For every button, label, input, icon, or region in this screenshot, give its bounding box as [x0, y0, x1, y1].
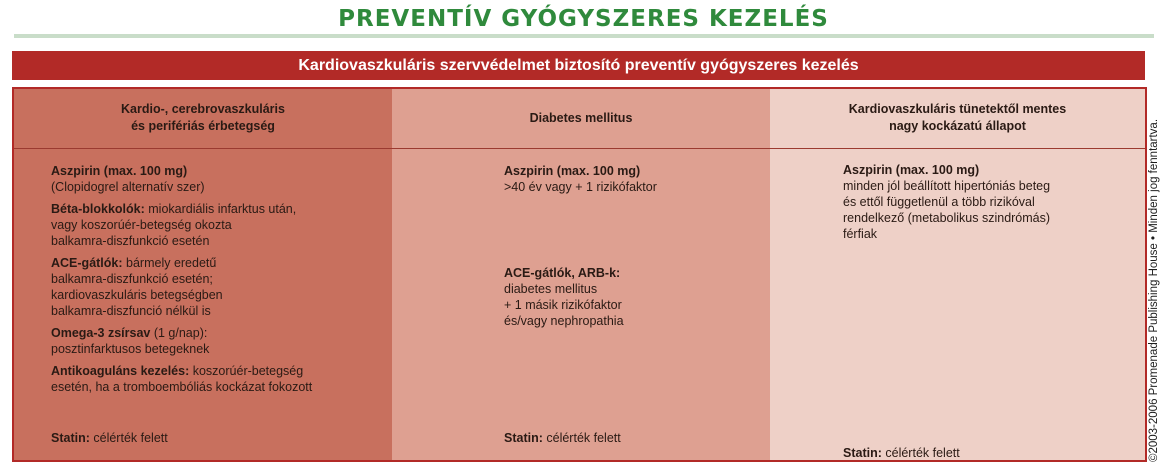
entry-label: ACE-gátlók, ARB-k: [504, 266, 621, 280]
entry-beta-blokkolok [51, 201, 312, 249]
entry-aszpirin [843, 162, 1050, 242]
statin-text: célérték felett [93, 431, 168, 445]
title-divider [14, 34, 1154, 38]
heading-divider [392, 148, 770, 149]
entry-line: + 1 másik rizikófaktor [504, 298, 622, 312]
heading-line: Kardio-, cerebrovaszkuláris [121, 102, 285, 116]
statin-label: Statin: [843, 446, 882, 460]
column-heading [392, 89, 770, 147]
entry-inline: miokardiális infarktus után, [148, 202, 297, 216]
entry-label: Aszpirin (max. 100 mg) [51, 164, 188, 178]
entry-line: posztinfarktusos betegeknek [51, 342, 210, 356]
column-body-2 [504, 265, 624, 335]
entry-label: Omega-3 zsírsav [51, 326, 151, 340]
column-diabetes-mellitus [392, 89, 770, 460]
entry-aszpirin [51, 163, 312, 195]
statin-label: Statin: [504, 431, 543, 445]
table-banner: Kardiovaszkuláris szervvédelmet biztosító preventív gyógyszeres kezelés [12, 51, 1145, 80]
entry-label: Aszpirin (max. 100 mg) [504, 164, 641, 178]
entry-line: (Clopidogrel alternatív szer) [51, 180, 205, 194]
entry-label: Aszpirin (max. 100 mg) [843, 163, 980, 177]
heading-divider [14, 148, 392, 149]
entry-line: kardiovaszkuláris betegségben [51, 288, 223, 302]
heading-divider [770, 148, 1145, 149]
column-cardio-cerebrovascular [14, 89, 392, 460]
copyright-notice: ©2003-2006 Promenade Publishing House • Minden jog fenntartva. [1148, 118, 1160, 462]
entry-line: balkamra-diszfunció nélkül is [51, 304, 211, 318]
entry-line: és ettől függetlenül a több rizikóval [843, 195, 1035, 209]
entry-ace-gatlok [51, 255, 312, 319]
heading-line: és perifériás érbetegség [131, 119, 275, 133]
column-body [504, 163, 657, 201]
entry-line: vagy koszorúér-betegség okozta [51, 218, 232, 232]
entry-line: rendelkező (metabolikus szindrómás) [843, 211, 1051, 225]
column-heading [770, 89, 1145, 147]
entry-line: minden jól beállított hipertóniás beteg [843, 179, 1051, 193]
column-high-risk-asymptomatic [770, 89, 1145, 460]
entry-aszpirin [504, 163, 657, 195]
heading-line: nagy kockázatú állapot [889, 119, 1026, 133]
entry-inline: koszorúér-betegség [192, 364, 304, 378]
entry-antikoagulans [51, 363, 312, 395]
entry-omega-3 [51, 325, 312, 357]
column-body [51, 163, 312, 401]
column-heading [14, 89, 392, 147]
entry-inline: (1 g/nap): [153, 326, 208, 340]
entry-line: férfiak [843, 227, 878, 241]
statin-entry [843, 445, 960, 461]
entry-inline: bármely eredetű [126, 256, 217, 270]
statin-text: célérték felett [885, 446, 960, 460]
statin-entry [504, 430, 621, 446]
entry-line: balkamra-diszfunkció esetén [51, 234, 210, 248]
entry-label: Béta-blokkolók: [51, 202, 145, 216]
entry-line: balkamra-diszfunkció esetén; [51, 272, 213, 286]
entry-ace-gatlok-arb [504, 265, 624, 329]
entry-line: és/vagy nephropathia [504, 314, 624, 328]
statin-entry [51, 430, 168, 446]
treatment-table [12, 87, 1147, 462]
entry-line: >40 év vagy + 1 rizikófaktor [504, 180, 657, 194]
statin-text: célérték felett [546, 431, 621, 445]
entry-line: esetén, ha a tromboembóliás kockázat fokozott [51, 380, 313, 394]
entry-label: Antikoaguláns kezelés: [51, 364, 190, 378]
statin-label: Statin: [51, 431, 90, 445]
page-title: PREVENTÍV GYÓGYSZERES KEZELÉS [338, 6, 829, 32]
heading-line: Kardiovaszkuláris tünetektől mentes [848, 102, 1067, 116]
heading-line: Diabetes mellitus [529, 110, 633, 125]
entry-label: ACE-gátlók: [51, 256, 123, 270]
column-body [843, 162, 1050, 248]
entry-line: diabetes mellitus [504, 282, 598, 296]
